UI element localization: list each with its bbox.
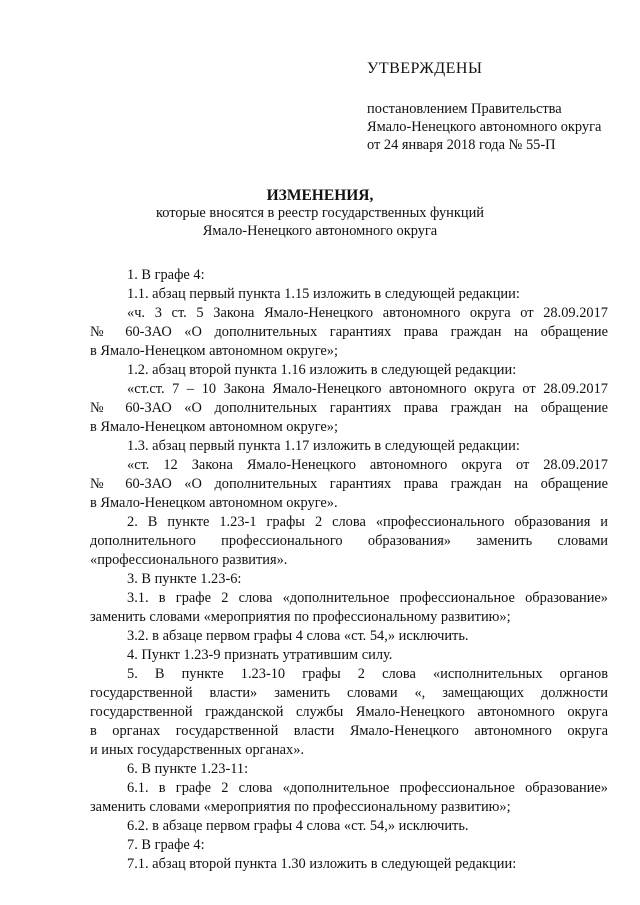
paragraph-line: в Ямало-Ненецком автономном округе».: [90, 495, 338, 511]
paragraph-line: № 60-ЗАО «О дополнительных гарантиях права граждан на обращение: [90, 400, 608, 416]
paragraph-line: 3. В пункте 1.23-6:: [127, 571, 242, 587]
paragraph-line: в органах государственной власти Ямало-Ненецкого автономного округа: [90, 723, 608, 739]
paragraph-line: 1.2. абзац второй пункта 1.16 изложить в следующей редакции:: [127, 362, 517, 378]
paragraph-line: и иных государственных органах».: [90, 742, 305, 758]
paragraph-line: в Ямало-Ненецком автономном округе»;: [90, 343, 338, 359]
paragraph-line: 6. В пункте 1.23-11:: [127, 761, 249, 777]
approval-line: от 24 января 2018 года № 55-П: [367, 137, 556, 153]
paragraph-line: 2. В пункте 1.23-1 графы 2 слова «профессионального образования и: [127, 514, 608, 530]
approval-heading: УТВЕРЖДЕНЫ: [367, 60, 483, 77]
approval-line: Ямало-Ненецкого автономного округа: [367, 119, 602, 135]
paragraph-line: № 60-ЗАО «О дополнительных гарантиях права граждан на обращение: [90, 476, 608, 492]
paragraph-line: «профессионального развития».: [90, 552, 288, 568]
paragraph-line: 6.1. в графе 2 слова «дополнительное профессиональное образование»: [127, 780, 608, 796]
approval-line: постановлением Правительства: [367, 101, 562, 117]
paragraph-line: «ст.ст. 7 – 10 Закона Ямало-Ненецкого автономного округа от 28.09.2017: [127, 381, 608, 397]
paragraph-line: 1.1. абзац первый пункта 1.15 изложить в следующей редакции:: [127, 286, 520, 302]
title-subtitle: Ямало-Ненецкого автономного округа: [202, 222, 438, 239]
paragraph-line: заменить словами «мероприятия по профессиональному развитию»;: [90, 799, 511, 815]
paragraph-line: 7. В графе 4:: [127, 837, 205, 853]
paragraph-line: 4. Пункт 1.23-9 признать утратившим силу.: [127, 647, 393, 663]
paragraph-line: 6.2. в абзаце первом графы 4 слова «ст. 54,» исключить.: [127, 818, 469, 834]
paragraph-line: государственной гражданской службы Ямало-Ненецкого автономного округа: [90, 704, 608, 720]
paragraph-line: в Ямало-Ненецком автономном округе»;: [90, 419, 338, 435]
document-body: [90, 266, 608, 874]
approval-stamp: [367, 60, 627, 154]
paragraph-line: дополнительного профессионального образования» заменить словами: [90, 533, 608, 549]
paragraph-line: 3.2. в абзаце первом графы 4 слова «ст. 54,» исключить.: [127, 628, 469, 644]
paragraph-line: 3.1. в графе 2 слова «дополнительное профессиональное образование»: [127, 590, 608, 606]
paragraph-line: 1.3. абзац первый пункта 1.17 изложить в следующей редакции:: [127, 438, 520, 454]
paragraph-line: 1. В графе 4:: [127, 267, 205, 283]
title-subtitle: которые вносятся в реестр государственных функций: [156, 205, 484, 221]
paragraph-line: № 60-ЗАО «О дополнительных гарантиях права граждан на обращение: [90, 324, 608, 340]
title-main: ИЗМЕНЕНИЯ,: [266, 187, 374, 204]
paragraph-line: «ч. 3 ст. 5 Закона Ямало-Ненецкого автономного округа от 28.09.2017: [127, 305, 608, 321]
paragraph-line: «ст. 12 Закона Ямало-Ненецкого автономного округа от 28.09.2017: [127, 457, 608, 473]
paragraph-line: государственной власти» заменить словами «, замещающих должности: [90, 685, 608, 701]
document-title: [0, 187, 640, 240]
paragraph-line: 5. В пункте 1.23-10 графы 2 слова «исполнительных органов: [127, 666, 608, 682]
paragraph-line: 7.1. абзац второй пункта 1.30 изложить в следующей редакции:: [127, 856, 517, 872]
paragraph-line: заменить словами «мероприятия по профессиональному развитию»;: [90, 609, 511, 625]
